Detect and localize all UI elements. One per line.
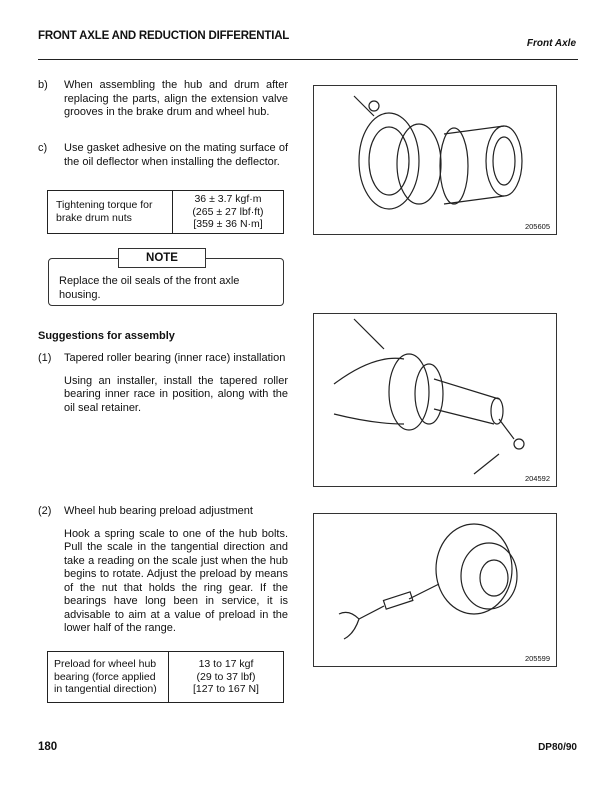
torque-value: (265 ± 27 lbf·ft) bbox=[192, 205, 264, 218]
step-b bbox=[38, 79, 288, 120]
preload-value: 13 to 17 kgf bbox=[198, 658, 254, 671]
assembly-item-2 bbox=[38, 505, 288, 636]
header-rule bbox=[38, 59, 578, 60]
torque-label: Tightening torque for brake drum nuts bbox=[48, 191, 173, 234]
figure-number: 204592 bbox=[524, 474, 550, 483]
page-number: 180 bbox=[38, 741, 58, 753]
preload-values bbox=[169, 652, 284, 703]
figure-hub-drum bbox=[313, 85, 557, 235]
figure-bearing-installer bbox=[313, 313, 557, 487]
item-label: (1) bbox=[38, 352, 52, 364]
step-text: Use gasket adhesive on the mating surface of the oil deflector when installing the deflector. bbox=[64, 142, 288, 168]
preload-value: (29 to 37 lbf) bbox=[196, 670, 256, 683]
item-text: Using an installer, install the tapered roller bearing inner race in position, along with the oil seal retainer. bbox=[64, 374, 288, 414]
preload-table bbox=[47, 651, 284, 703]
spring-scale-illustration bbox=[314, 514, 556, 666]
note-text: Replace the oil seals of the front axle housing. bbox=[59, 275, 240, 301]
figure-number: 205605 bbox=[524, 222, 550, 231]
step-text: When assembling the hub and drum after replacing the parts, align the extension valve grooves in the brake drum and wheel hub. bbox=[64, 79, 288, 118]
preload-label-line: bearing (force applied bbox=[54, 670, 156, 683]
model-number: DP80/90 bbox=[538, 742, 577, 753]
torque-value: 36 ± 3.7 kgf·m bbox=[194, 193, 262, 205]
item-title: Tapered roller bearing (inner race) installation bbox=[64, 352, 286, 364]
preload-label-line: Preload for wheel hub bbox=[54, 658, 157, 671]
chapter-title: FRONT AXLE AND REDUCTION DIFFERENTIAL bbox=[38, 30, 290, 42]
preload-label bbox=[48, 652, 169, 703]
item-title: Wheel hub bearing preload adjustment bbox=[64, 505, 253, 517]
torque-table bbox=[47, 190, 284, 234]
assembly-item-1 bbox=[38, 352, 288, 415]
assembly-heading: Suggestions for assembly bbox=[38, 330, 175, 342]
note-title: NOTE bbox=[118, 248, 206, 268]
hub-drum-illustration bbox=[314, 86, 556, 234]
step-label: c) bbox=[38, 142, 48, 154]
section-title: Front Axle bbox=[526, 38, 576, 49]
item-text: Hook a spring scale to one of the hub bolts. Pull the scale in the tangential direction and take a reading on the scale just when the hub begins to rotate. Adjust the preload by means of the nut that holds the ring gear. If the bearings have long been in service, it is advisable to aim at a value of preload in the lower half of the range. bbox=[64, 527, 288, 634]
bearing-installer-illustration bbox=[314, 314, 556, 486]
step-c bbox=[38, 142, 288, 169]
figure-number: 205599 bbox=[524, 654, 550, 663]
preload-value: [127 to 167 N] bbox=[193, 683, 259, 696]
torque-value: [359 ± 36 N·m] bbox=[193, 218, 263, 230]
torque-values bbox=[173, 191, 284, 234]
step-label: b) bbox=[38, 79, 48, 91]
preload-label-line: in tangential direction) bbox=[54, 683, 157, 696]
item-label: (2) bbox=[38, 505, 52, 517]
figure-spring-scale bbox=[313, 513, 557, 667]
